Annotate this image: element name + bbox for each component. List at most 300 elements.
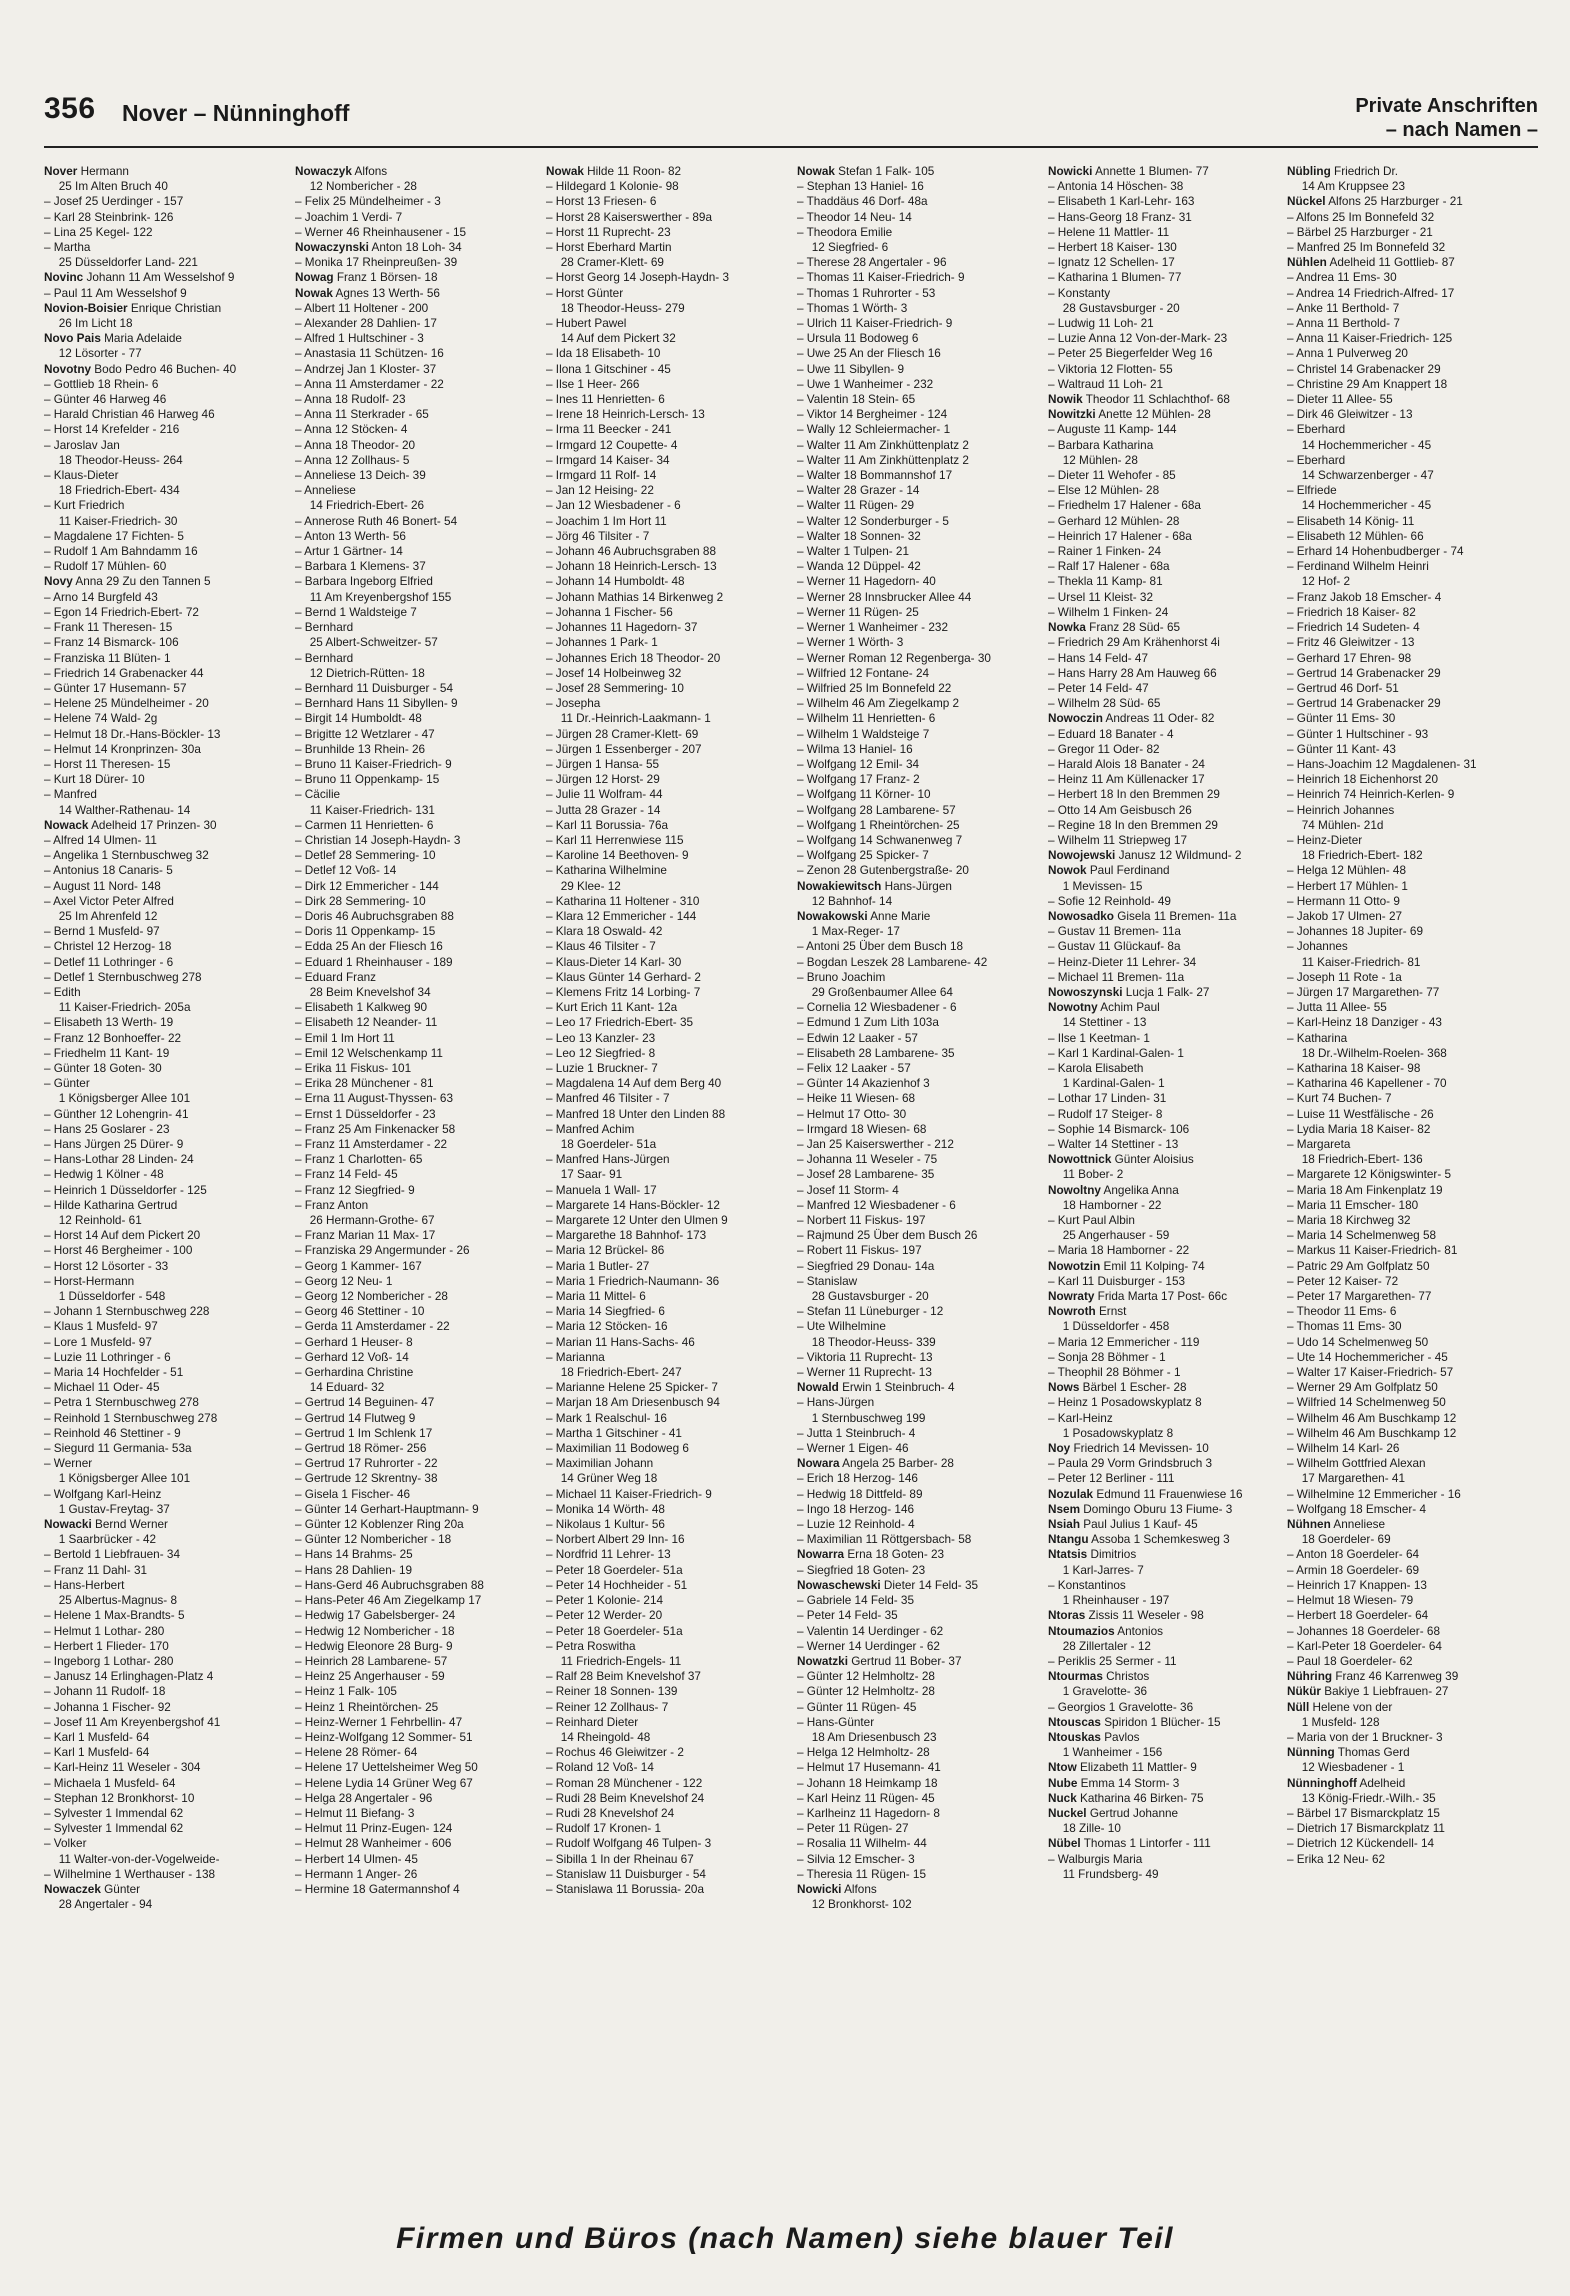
entry-surname: Nowak (295, 285, 333, 300)
directory-entry: – Wolfgang 12 Emil- 34 (797, 756, 920, 771)
directory-entry: – Walter 14 Stettiner - 13 (1048, 1137, 1179, 1151)
directory-entry: – August 11 Nord- 148 (44, 878, 161, 893)
directory-entry: – Johanna 1 Fischer- 92 (44, 1699, 171, 1714)
directory-entry: 18 Friedrich-Ebert- 247 (560, 1365, 682, 1380)
directory-entry: – Ralf 17 Halener - 68a (1048, 559, 1170, 574)
directory-entry: – Hans 28 Dahlien- 19 (295, 1562, 413, 1577)
directory-entry: Nowag Franz 1 Börsen- 18 (295, 270, 438, 285)
directory-entry: – Gerhard 17 Ehren- 98 (1287, 650, 1412, 665)
directory-entry: – Jürgen 12 Horst- 29 (546, 772, 660, 787)
directory-entry: Ntourmas Christos (1048, 1669, 1150, 1684)
directory-entry: – Peter 18 Goerdeler- 51a (546, 1623, 683, 1638)
directory-entry: – Josepha (546, 696, 601, 711)
directory-entry: – Josef 25 Uerdinger - 157 (44, 194, 184, 209)
entry-surname: Nowosadko (1048, 908, 1114, 923)
directory-entry: – Jutta 11 Allee- 55 (1287, 1000, 1387, 1015)
directory-entry: – Thomas 1 Wörth- 3 (797, 300, 908, 315)
directory-entry: – Theophil 28 Böhmer - 1 (1048, 1365, 1181, 1380)
entry-surname: Nowicki (1048, 164, 1093, 178)
directory-entry: 14 Rheingold- 48 (560, 1729, 651, 1744)
directory-entry: – Anna 1 Pulverweg 20 (1287, 346, 1408, 361)
directory-entry: – Werner (44, 1456, 93, 1471)
directory-entry: – Bogdan Leszek 28 Lambarene- 42 (797, 954, 988, 969)
entry-surname: Nowicki (797, 1881, 842, 1896)
directory-entry: – Günther 12 Lohengrin- 41 (44, 1106, 189, 1121)
directory-entry: – Wilhelm 14 Karl- 26 (1287, 1441, 1400, 1456)
entry-surname: Nowottnick (1048, 1152, 1112, 1167)
directory-entry: – Günter 11 Rügen- 45 (797, 1699, 917, 1714)
directory-entry: – Anna 18 Theodor- 20 (295, 437, 416, 452)
directory-entry: – Gottlieb 18 Rhein- 6 (44, 376, 159, 391)
directory-entry: – Manfred Hans-Jürgen (546, 1152, 670, 1167)
directory-entry: – Horst 14 Auf dem Pickert 20 (44, 1228, 201, 1243)
directory-entry: – Hedwig 1 Kölner - 48 (44, 1167, 164, 1182)
directory-entry: 12 Mühlen- 28 (1062, 452, 1138, 467)
entry-surname: Nowald (797, 1380, 839, 1395)
directory-entry: – Mark 1 Realschul- 16 (546, 1410, 667, 1425)
directory-entry: – Wanda 12 Düppel- 42 (797, 559, 921, 574)
directory-entry: – Peter 18 Goerdeler- 51a (546, 1562, 683, 1577)
directory-entry: – Reinhard Dieter (546, 1714, 639, 1729)
entry-surname: Nowatzki (797, 1653, 848, 1668)
directory-entry: – Horst 28 Kaiserswerther - 89a (546, 209, 713, 224)
entry-surname: Nowoczin (1048, 711, 1103, 726)
directory-entry: 12 Reinhold- 61 (58, 1213, 142, 1228)
directory-entry: – Maria 14 Schelmenweg 58 (1287, 1228, 1437, 1243)
directory-entry: Nowoczin Andreas 11 Oder- 82 (1048, 711, 1215, 726)
directory-entry: – Werner 46 Rheinhausener - 15 (295, 224, 467, 239)
directory-entry: – Manuela 1 Wall- 17 (546, 1182, 657, 1197)
directory-entry: – Jutta 1 Steinbruch- 4 (797, 1425, 916, 1440)
directory-entry: – Edwin 12 Laaker - 57 (797, 1030, 918, 1045)
directory-entry: – Helmut 11 Prinz-Eugen- 124 (295, 1821, 453, 1836)
directory-entry: – Siegfried 29 Donau- 14a (797, 1258, 935, 1273)
entry-surname: Nowroth (1048, 1304, 1096, 1319)
directory-entry: 18 Friedrich-Ebert- 182 (1301, 848, 1423, 863)
directory-entry: – Werner 28 Innsbrucker Allee 44 (797, 589, 972, 604)
directory-entry: – Hans-Günter (797, 1714, 875, 1729)
directory-entry: – Karl 11 Duisburger - 153 (1048, 1273, 1186, 1288)
listing-column-4 (797, 164, 1028, 2184)
directory-entry: – Kurt Paul Albin (1048, 1213, 1135, 1228)
directory-entry: – Erika 28 Münchener - 81 (295, 1076, 434, 1091)
entry-surname: Nowakiewitsch (797, 878, 882, 893)
directory-entry: – Konstanty (1048, 285, 1111, 300)
directory-entry: – Bertold 1 Liebfrauen- 34 (44, 1547, 180, 1562)
directory-entry: – Franz 11 Amsterdamer - 22 (295, 1137, 448, 1151)
directory-entry: – Anneliese (295, 483, 356, 498)
directory-entry: – Günter 14 Gerhart-Hauptmann- 9 (295, 1501, 479, 1516)
directory-entry: – Kurt Friedrich (44, 498, 125, 513)
directory-entry: – Helga 12 Mühlen- 48 (1287, 863, 1406, 878)
directory-entry: – Wilfried 14 Schelmenweg 50 (1287, 1395, 1446, 1410)
directory-entry: – Wilma 13 Haniel- 16 (797, 741, 913, 756)
directory-entry: – Frank 11 Theresen- 15 (44, 620, 173, 635)
directory-entry: – Karl-Heinz 18 Danziger - 43 (1287, 1015, 1442, 1030)
directory-entry: – Jörg 46 Tilsiter - 7 (546, 528, 650, 543)
directory-entry: – Ines 11 Henrietten- 6 (546, 392, 665, 407)
directory-entry: 12 Lösorter - 77 (58, 346, 142, 361)
directory-entry: – Franz 12 Bonhoeffer- 22 (44, 1030, 182, 1045)
directory-entry: – Rochus 46 Gleiwitzer - 2 (546, 1745, 684, 1760)
directory-entry: – Maria 1 Butler- 27 (546, 1258, 650, 1273)
directory-entry: – Bruno 11 Kaiser-Friedrich- 9 (295, 756, 452, 771)
directory-entry: – Hans-Peter 46 Am Ziegelkamp 17 (295, 1593, 482, 1608)
directory-entry: – Magdalene 17 Fichten- 5 (44, 528, 184, 543)
directory-entry: – Monika 17 Rheinpreußen- 39 (295, 255, 458, 270)
directory-entry: – Gertrud 14 Grabenacker 29 (1287, 696, 1441, 711)
directory-entry: – Theresia 11 Rügen- 15 (797, 1866, 927, 1881)
directory-entry: – Antonius 18 Canaris- 5 (44, 863, 173, 878)
directory-entry: – Stanislawa 11 Borussia- 20a (546, 1881, 704, 1896)
directory-entry: – Anna 11 Berthold- 7 (1287, 316, 1400, 331)
directory-entry: Nühring Franz 46 Karrenweg 39 (1287, 1669, 1459, 1684)
directory-entry: – Egon 14 Friedrich-Ebert- 72 (44, 604, 199, 619)
entry-surname: Novy (44, 574, 73, 589)
directory-entry: – Gustav 11 Bremen- 11a (1048, 924, 1181, 939)
directory-entry: Ntouskas Pavlos (1048, 1729, 1140, 1744)
directory-entry: – Stanislaw (797, 1273, 858, 1288)
directory-entry: 1 Karl-Jarres- 7 (1062, 1562, 1144, 1577)
directory-entry: – Franziska 11 Blüten- 1 (44, 650, 171, 665)
directory-entry: – Johann Mathias 14 Birkenweg 2 (546, 589, 724, 604)
directory-entry: – Gertrud 17 Ruhrorter - 22 (295, 1456, 438, 1471)
directory-entry: – Elisabeth 14 König- 11 (1287, 513, 1415, 528)
entry-surname: Nuck (1048, 1790, 1077, 1805)
directory-entry: – Wilhelm 46 Am Buschkamp 12 (1287, 1410, 1457, 1425)
directory-entry: 12 Bahnhof- 14 (811, 893, 893, 908)
directory-entry: – Gerhard 1 Heuser- 8 (295, 1334, 413, 1349)
directory-entry: – Leo 17 Friedrich-Ebert- 35 (546, 1015, 694, 1030)
directory-entry: – Johannes 18 Jupiter- 69 (1287, 924, 1423, 939)
directory-entry: – Elisabeth 28 Lambarene- 35 (797, 1045, 955, 1060)
directory-entry: – Petra Roswitha (546, 1638, 636, 1653)
directory-entry: – Franziska 29 Angermunder - 26 (295, 1243, 470, 1258)
entry-surname: Nowka (1048, 620, 1086, 635)
directory-entry: – Brigitte 12 Wetzlarer - 47 (295, 726, 435, 741)
directory-entry: Ntoumazios Antonios (1048, 1623, 1164, 1638)
directory-entry: – Karlheinz 11 Hagedorn- 8 (797, 1805, 940, 1820)
directory-entry: – Irmgard 12 Coupette- 4 (546, 437, 678, 452)
directory-entry: – Udo 14 Schelmenweg 50 (1287, 1334, 1429, 1349)
directory-entry: – Dietrich 12 Kückendell- 14 (1287, 1836, 1435, 1851)
directory-entry: – Bärbel 17 Bismarckplatz 15 (1287, 1805, 1440, 1820)
directory-entry: 18 Am Driesenbusch 23 (811, 1729, 937, 1744)
directory-entry: – Heinz 1 Falk- 105 (295, 1684, 397, 1699)
entry-surname: Ntow (1048, 1760, 1077, 1775)
directory-entry: Nühlen Adelheid 11 Gottlieb- 87 (1287, 255, 1455, 270)
directory-entry: 18 Theodor-Heuss- 264 (58, 452, 183, 467)
directory-entry: – Wilhelm 1 Waldsteige 7 (797, 726, 930, 741)
directory-entry: – Helmut 14 Kronprinzen- 30a (44, 741, 201, 756)
directory-entry: 1 Düsseldorfer - 548 (58, 1289, 166, 1304)
directory-entry: – Markus 11 Kaiser-Friedrich- 81 (1287, 1243, 1458, 1258)
directory-entry: – Helga 28 Angertaler - 96 (295, 1790, 433, 1805)
directory-entry: – Helene 74 Wald- 2g (44, 711, 158, 726)
directory-entry: – Periklis 25 Sermer - 11 (1048, 1653, 1177, 1668)
directory-entry: – Heinz-Werner 1 Fehrbellin- 47 (295, 1714, 463, 1729)
directory-entry: – Heinrich 28 Lambarene- 57 (295, 1653, 448, 1668)
directory-entry: – Luzie 1 Bruckner- 7 (546, 1060, 658, 1075)
directory-entry: – Herbert 18 In den Bremmen 29 (1048, 787, 1220, 802)
directory-entry: – Annerose Ruth 46 Bonert- 54 (295, 513, 458, 528)
entry-surname: Novo Pais (44, 331, 101, 346)
directory-entry: 11 Friedrich-Engels- 11 (560, 1653, 682, 1668)
directory-entry: Ntouscas Spiridon 1 Blücher- 15 (1048, 1714, 1221, 1729)
directory-entry: – Alfred 14 Ulmen- 11 (44, 832, 157, 847)
directory-entry: – Gertrude 12 Skrentny- 38 (295, 1471, 438, 1486)
directory-entry: – Peter 12 Werder- 20 (546, 1608, 663, 1623)
directory-entry: Nows Bärbel 1 Escher- 28 (1048, 1380, 1187, 1395)
directory-entry: – Thaddäus 46 Dorf- 48a (797, 194, 928, 209)
directory-entry: Nünninghoff Adelheid (1287, 1775, 1406, 1790)
directory-entry: – Cornelia 12 Wiesbadener - 6 (797, 1000, 957, 1015)
directory-entry: – Helmut 18 Dr.-Hans-Böckler- 13 (44, 726, 221, 741)
directory-entry: – Joachim 1 Verdi- 7 (295, 209, 403, 224)
directory-entry: 12 Nombericher - 28 (309, 179, 417, 194)
directory-entry: Nowotzin Emil 11 Kolping- 74 (1048, 1258, 1205, 1273)
directory-entry: – Klara 12 Emmericher - 144 (546, 908, 697, 923)
directory-entry: – Johann 18 Heimkamp 18 (797, 1775, 938, 1790)
directory-entry: – Katharina 1 Blumen- 77 (1048, 270, 1182, 285)
directory-entry: – Ulrich 11 Kaiser-Friedrich- 9 (797, 316, 953, 331)
directory-entry: 11 Kaiser-Friedrich- 205a (58, 1000, 191, 1015)
listing-column-5 (1048, 164, 1279, 2184)
directory-entry: – Klaus 1 Musfeld- 97 (44, 1319, 158, 1334)
directory-entry: – Walter 11 Rügen- 29 (797, 498, 915, 513)
directory-entry: – Rudi 28 Beim Knevelshof 24 (546, 1790, 705, 1805)
directory-entry: – Günter 12 Nombericher - 18 (295, 1532, 452, 1547)
directory-entry: – Valentin 14 Uerdinger - 62 (797, 1623, 944, 1638)
directory-entry: – Helmut 17 Otto- 30 (797, 1106, 907, 1121)
directory-entry: – Elisabeth 12 Mühlen- 66 (1287, 528, 1424, 543)
directory-entry: Ntow Elizabeth 11 Mattler- 9 (1048, 1760, 1197, 1775)
directory-entry: – Janusz 14 Erlinghagen-Platz 4 (44, 1669, 214, 1684)
directory-entry: – Hedwig 18 Dittfeld- 89 (797, 1486, 923, 1501)
directory-entry: – Herbert 14 Ulmen- 45 (295, 1851, 418, 1866)
directory-entry: Ntoras Zissis 11 Weseler - 98 (1048, 1608, 1204, 1623)
entry-surname: Nozulak (1048, 1486, 1094, 1501)
directory-entry: – Klaus 46 Tilsiter - 7 (546, 939, 656, 954)
directory-entry: – Regine 18 In den Bremmen 29 (1048, 817, 1218, 832)
entry-surname: Nows (1048, 1380, 1080, 1395)
directory-entry: – Dietrich 17 Bismarckplatz 11 (1287, 1821, 1445, 1836)
directory-entry: – Karl 1 Musfeld- 64 (44, 1729, 150, 1744)
directory-entry: – Horst 46 Bergheimer - 100 (44, 1243, 193, 1258)
directory-entry: – Reinhold 46 Stettiner - 9 (44, 1425, 181, 1440)
directory-entry: – Lydia Maria 18 Kaiser- 82 (1287, 1121, 1431, 1136)
directory-entry: – Anke 11 Berthold- 7 (1287, 300, 1400, 315)
directory-entry: 11 Dr.-Heinrich-Laakmann- 1 (560, 711, 711, 726)
directory-entry: – Irmgard 14 Kaiser- 34 (546, 452, 670, 467)
directory-entry: – Hans 14 Brahms- 25 (295, 1547, 413, 1562)
directory-entry: Nowak Hilde 11 Roon- 82 (546, 164, 682, 178)
directory-entry: – Maria 11 Emscher- 180 (1287, 1197, 1419, 1212)
directory-entry: – Wolfgang 14 Schwanenweg 7 (797, 832, 963, 847)
directory-entry: – Walter 18 Bommannshof 17 (797, 468, 953, 483)
directory-entry: 1 Sternbuschweg 199 (811, 1410, 926, 1425)
directory-entry: – Werner 1 Wörth- 3 (797, 635, 904, 650)
directory-entry: – Franz Marian 11 Max- 17 (295, 1228, 436, 1243)
directory-entry: – Anna 12 Zollhaus- 5 (295, 452, 410, 467)
directory-entry: Nowicki Annette 1 Blumen- 77 (1048, 164, 1209, 178)
directory-entry: – Albert 11 Holtener - 200 (295, 300, 429, 315)
directory-entry: – Walter 1 Tulpen- 21 (797, 544, 909, 559)
directory-entry: – Günter 18 Goten- 30 (44, 1060, 162, 1075)
directory-entry: – Michael 11 Oder- 45 (44, 1380, 160, 1395)
directory-entry: – Margarete 12 Königswinter- 5 (1287, 1167, 1452, 1182)
directory-entry: – Georg 12 Nombericher - 28 (295, 1289, 448, 1304)
directory-entry: – Margarethe 18 Bahnhof- 173 (546, 1228, 707, 1243)
entry-surname: Nowak (797, 164, 835, 178)
directory-entry: – Manfred 46 Tilsiter - 7 (546, 1091, 670, 1106)
directory-entry: – Ute Wilhelmine (797, 1319, 886, 1334)
directory-entry: – Armin 18 Goerdeler- 69 (1287, 1562, 1420, 1577)
directory-entry: 12 Hof- 2 (1301, 574, 1351, 589)
directory-entry: – Julie 11 Wolfram- 44 (546, 787, 663, 802)
directory-entry: – Zenon 28 Gutenbergstraße- 20 (797, 863, 969, 878)
directory-entry: – Maximilian 11 Röttgersbach- 58 (797, 1532, 972, 1547)
section-subtitle: – nach Namen – (1385, 119, 1538, 141)
directory-entry: – Karl-Heinz 11 Weseler - 304 (44, 1760, 201, 1775)
directory-entry: – Johanna 11 Weseler - 75 (797, 1152, 938, 1167)
directory-entry: – Klemens Fritz 14 Lorbing- 7 (546, 984, 701, 999)
directory-entry: – Walburgis Maria (1048, 1851, 1143, 1866)
directory-entry: – Gertrud 14 Beguinen- 47 (295, 1395, 435, 1410)
directory-entry: – Alfred 1 Hultschiner - 3 (295, 331, 424, 346)
directory-entry: – Christian 14 Joseph-Haydn- 3 (295, 832, 461, 847)
directory-entry: 11 Frundsberg- 49 (1062, 1866, 1159, 1881)
entry-surname: Ntouskas (1048, 1729, 1101, 1744)
entry-surname: Nowakowski (797, 908, 868, 923)
directory-entry: – Rudi 28 Knevelshof 24 (546, 1805, 675, 1820)
directory-entry: Nowka Franz 28 Süd- 65 (1048, 620, 1181, 635)
directory-entry: Nsiah Paul Julius 1 Kauf- 45 (1048, 1517, 1198, 1532)
directory-entry: – Helene 11 Mattler- 11 (1048, 224, 1170, 239)
entry-surname: Ntatsis (1048, 1547, 1088, 1562)
directory-entry: – Karola Elisabeth (1048, 1060, 1144, 1075)
directory-entry: – Maximilian Johann (546, 1456, 654, 1471)
entry-surname: Nühlen (1287, 255, 1327, 270)
directory-entry: – Edmund 1 Zum Lith 103a (797, 1015, 939, 1030)
directory-entry: – Herbert 1 Flieder- 170 (44, 1638, 169, 1653)
directory-entry: 17 Saar- 91 (560, 1167, 623, 1182)
directory-entry: 18 Hamborner - 22 (1062, 1197, 1162, 1212)
directory-entry: 1 Saarbrücker - 42 (58, 1532, 157, 1547)
listing-column-1 (44, 164, 275, 2184)
directory-entry: – Auguste 11 Kamp- 144 (1048, 422, 1177, 437)
entry-surname: Nowotzin (1048, 1258, 1101, 1273)
directory-entry: – Peter 1 Kolonie- 214 (546, 1593, 664, 1608)
directory-entry: 25 Albert-Schweitzer- 57 (309, 635, 438, 650)
directory-entry: – Jan 12 Heising- 22 (546, 483, 654, 498)
directory-entry: Nowosadko Gisela 11 Bremen- 11a (1048, 908, 1237, 923)
directory-entry: – Ludwig 11 Loh- 21 (1048, 316, 1154, 331)
directory-entry: – Karl 28 Steinbrink- 126 (44, 209, 174, 224)
directory-entry: – Helene 1 Max-Brandts- 5 (44, 1608, 185, 1623)
directory-entry: – Gertrud 1 Im Schlenk 17 (295, 1425, 433, 1440)
directory-entry: – Gerhard 12 Mühlen- 28 (1048, 513, 1180, 528)
entry-surname: Nover (44, 164, 78, 178)
entry-surname: Ntouscas (1048, 1714, 1101, 1729)
directory-entry: – Helene 28 Römer- 64 (295, 1745, 418, 1760)
directory-entry: Nowaczynski Anton 18 Loh- 34 (295, 240, 462, 255)
directory-entry: – Rudolf Wolfgang 46 Tulpen- 3 (546, 1836, 712, 1851)
directory-entry: – Luzie 11 Lothringer - 6 (44, 1349, 171, 1364)
directory-entry: – Heinz 1 Posadowskyplatz 8 (1048, 1395, 1202, 1410)
directory-entry: – Elfriede (1287, 483, 1337, 498)
directory-entry: – Horst Georg 14 Joseph-Haydn- 3 (546, 270, 730, 285)
directory-entry: 1 Max-Reger- 17 (811, 924, 900, 939)
directory-entry: Nsem Domingo Oburu 13 Fiume- 3 (1048, 1501, 1233, 1516)
directory-entry: 11 Kaiser-Friedrich- 30 (58, 513, 178, 528)
directory-entry: – Friedrich 14 Sudeten- 4 (1287, 620, 1420, 635)
entry-surname: Nuckel (1048, 1805, 1087, 1820)
directory-entry: – Sofie 12 Reinhold- 49 (1048, 893, 1171, 908)
directory-entry: – Wolfgang Karl-Heinz (44, 1486, 162, 1501)
directory-entry: – Volker (44, 1836, 87, 1851)
directory-entry: Novo Pais Maria Adelaide (44, 331, 182, 346)
directory-entry: 28 Gustavsburger - 20 (811, 1289, 929, 1304)
directory-entry: – Günter 14 Akazienhof 3 (797, 1076, 930, 1091)
directory-entry: – Günter 12 Helmholtz- 28 (797, 1669, 935, 1684)
directory-entry: 14 Friedrich-Ebert- 26 (309, 498, 425, 513)
entry-surname: Nowik (1048, 392, 1083, 407)
directory-entry: – Manfred 25 Im Bonnefeld 32 (1287, 240, 1446, 255)
directory-entry: – Cäcilie (295, 787, 341, 802)
directory-entry: – Hedwig 12 Nombericher - 18 (295, 1623, 455, 1638)
directory-entry: – Theodor 11 Ems- 6 (1287, 1304, 1397, 1319)
directory-entry: – Norbert Albert 29 Inn- 16 (546, 1532, 685, 1547)
directory-entry: – Stephan 13 Haniel- 16 (797, 179, 924, 194)
directory-entry: – Friedhelm 11 Kant- 19 (44, 1045, 170, 1060)
directory-entry: – Magdalena 14 Auf dem Berg 40 (546, 1076, 722, 1091)
directory-entry: Nowaschewski Dieter 14 Feld- 35 (797, 1577, 979, 1592)
directory-entry: – Marjan 18 Am Driesenbusch 94 (546, 1395, 720, 1410)
directory-entry: – Barbara 1 Klemens- 37 (295, 559, 426, 574)
directory-entry: – Dieter 11 Wehofer - 85 (1048, 468, 1176, 483)
directory-entry: 18 Friedrich-Ebert- 136 (1301, 1152, 1423, 1167)
directory-entry: – Friedrich 29 Am Krähenhorst 4i (1048, 635, 1220, 650)
directory-entry: – Silvia 12 Emscher- 3 (797, 1851, 915, 1866)
directory-entry: – Gertrud 14 Flutweg 9 (295, 1410, 416, 1425)
directory-entry: – Maria 18 Kirchweg 32 (1287, 1213, 1411, 1228)
directory-entry: – Stephan 12 Bronkhorst- 10 (44, 1790, 195, 1805)
directory-entry: – Josef 14 Holbeinweg 32 (546, 665, 682, 680)
directory-entry: – Gabriele 14 Feld- 35 (797, 1593, 915, 1608)
directory-entry: – Franz 14 Bismarck- 106 (44, 635, 179, 650)
directory-entry: – Manfred 18 Unter den Linden 88 (546, 1106, 726, 1121)
directory-entry: – Werner Roman 12 Regenberga- 30 (797, 650, 991, 665)
directory-entry: Nübel Thomas 1 Lintorfer - 111 (1048, 1836, 1211, 1851)
directory-entry: – Walter 17 Kaiser-Friedrich- 57 (1287, 1365, 1454, 1380)
directory-entry: – Dirk 12 Emmericher - 144 (295, 878, 439, 893)
directory-entry: Nowotny Achim Paul (1048, 1000, 1160, 1015)
directory-entry: – Helene 25 Mündelheimer - 20 (44, 696, 209, 711)
directory-entry: Ntangu Assoba 1 Schemkesweg 3 (1048, 1532, 1230, 1547)
listing-columns (44, 164, 1538, 2184)
directory-entry: – Heinz-Dieter 11 Lehrer- 34 (1048, 954, 1197, 969)
entry-surname: Nowarra (797, 1547, 845, 1562)
directory-entry: Nowaczek Günter (44, 1881, 141, 1896)
directory-entry: 12 Dietrich-Rütten- 18 (309, 665, 425, 680)
directory-entry: – Helene Lydia 14 Grüner Weg 67 (295, 1775, 473, 1790)
directory-entry: – Gisela 1 Fischer- 46 (295, 1486, 411, 1501)
entry-surname: Nowara (797, 1456, 840, 1471)
directory-entry: – Walter 18 Sonnen- 32 (797, 528, 921, 543)
directory-entry: – Klaus-Dieter (44, 468, 119, 483)
directory-entry: – Maria 12 Emmericher - 119 (1048, 1334, 1200, 1349)
